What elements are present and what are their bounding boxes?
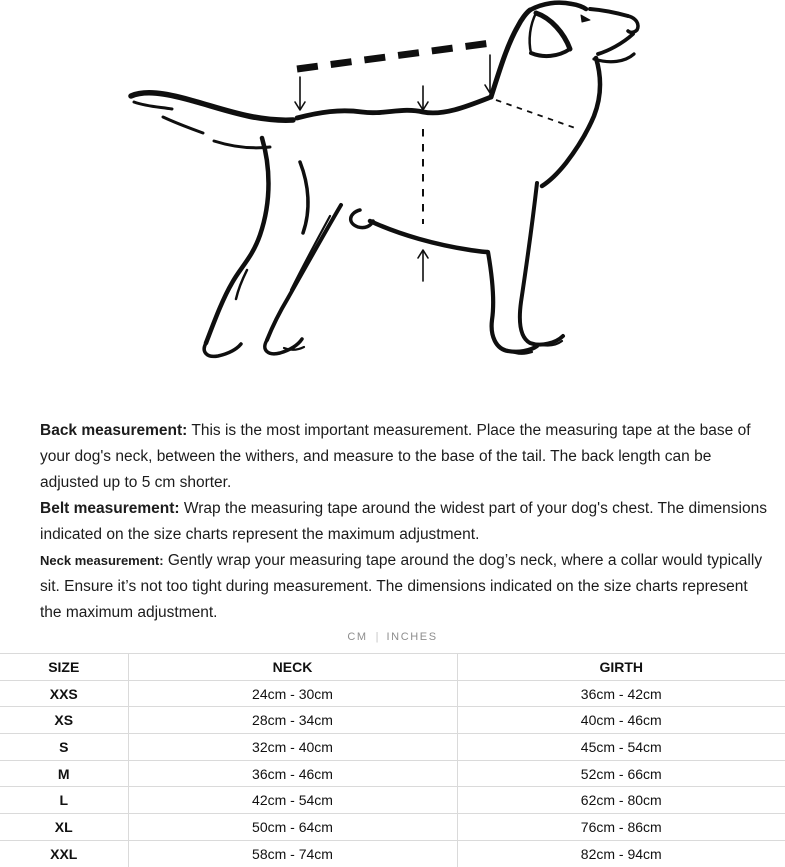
cell-size: XL xyxy=(0,814,128,841)
wither-arrow-down-icon xyxy=(485,55,495,93)
cell-neck: 28cm - 34cm xyxy=(128,707,457,734)
cell-neck: 36cm - 46cm xyxy=(128,760,457,787)
neck-measurement-paragraph xyxy=(40,548,771,626)
belt-measurement-paragraph xyxy=(40,496,771,548)
cell-girth: 76cm - 86cm xyxy=(457,814,785,841)
cell-neck: 50cm - 64cm xyxy=(128,814,457,841)
neck-dashed-line xyxy=(496,100,578,129)
belt-measurement-label: Belt measurement: xyxy=(40,500,180,517)
back-measurement-dashed-line xyxy=(297,43,491,69)
cell-girth: 82cm - 94cm xyxy=(457,840,785,867)
table-row xyxy=(0,707,785,734)
cell-neck: 42cm - 54cm xyxy=(128,787,457,814)
cell-girth: 45cm - 54cm xyxy=(457,734,785,761)
belt-measurement-text: Wrap the measuring tape around the widest part of your dog's chest. The dimensions indicated on the size charts represent the maximum adjustment. xyxy=(40,500,767,543)
size-chart-header-row xyxy=(0,654,785,681)
back-measurement-label: Back measurement: xyxy=(40,422,188,439)
back-measurement-text: This is the most important measurement. Place the measuring tape at the base of your dog's neck, between the withers, and measure to the base of the tail. The back length can be adjusted up to 5 cm shorter. xyxy=(40,422,751,491)
mid-back-arrow-down-icon xyxy=(418,86,428,110)
cell-girth: 52cm - 66cm xyxy=(457,760,785,787)
unit-toggle-divider: | xyxy=(375,631,379,643)
cell-size: L xyxy=(0,787,128,814)
cell-size: S xyxy=(0,734,128,761)
table-row xyxy=(0,787,785,814)
measurement-diagram xyxy=(0,0,785,405)
neck-measurement-label: Neck measurement: xyxy=(40,553,164,568)
cell-size: XXL xyxy=(0,840,128,867)
measurement-instructions xyxy=(0,405,785,626)
cell-size: M xyxy=(0,760,128,787)
header-size: SIZE xyxy=(0,654,128,681)
unit-option-inches[interactable]: INCHES xyxy=(386,631,438,643)
table-row xyxy=(0,814,785,841)
cell-girth: 62cm - 80cm xyxy=(457,787,785,814)
neck-measurement-text: Gently wrap your measuring tape around the dog’s neck, where a collar would typically sit. Ensure it’s not too tight during measurement. The dimensions indicated on the size charts represent the maximum adjustment. xyxy=(40,552,763,621)
girth-arrow-up-icon xyxy=(418,250,428,281)
back-measurement-paragraph xyxy=(40,418,771,496)
header-girth: GIRTH xyxy=(457,654,785,681)
cell-neck: 58cm - 74cm xyxy=(128,840,457,867)
cell-girth: 36cm - 42cm xyxy=(457,680,785,707)
table-row xyxy=(0,734,785,761)
tail-arrow-down-icon xyxy=(295,77,305,110)
header-neck: NECK xyxy=(128,654,457,681)
cell-girth: 40cm - 46cm xyxy=(457,707,785,734)
cell-neck: 24cm - 30cm xyxy=(128,680,457,707)
unit-option-cm[interactable]: CM xyxy=(347,631,368,643)
size-chart-table xyxy=(0,653,785,867)
cell-size: XS xyxy=(0,707,128,734)
dog-line-art xyxy=(0,0,785,405)
table-row xyxy=(0,760,785,787)
cell-size: XXS xyxy=(0,680,128,707)
table-row xyxy=(0,840,785,867)
cell-neck: 32cm - 40cm xyxy=(128,734,457,761)
unit-toggle xyxy=(0,629,785,645)
table-row xyxy=(0,680,785,707)
